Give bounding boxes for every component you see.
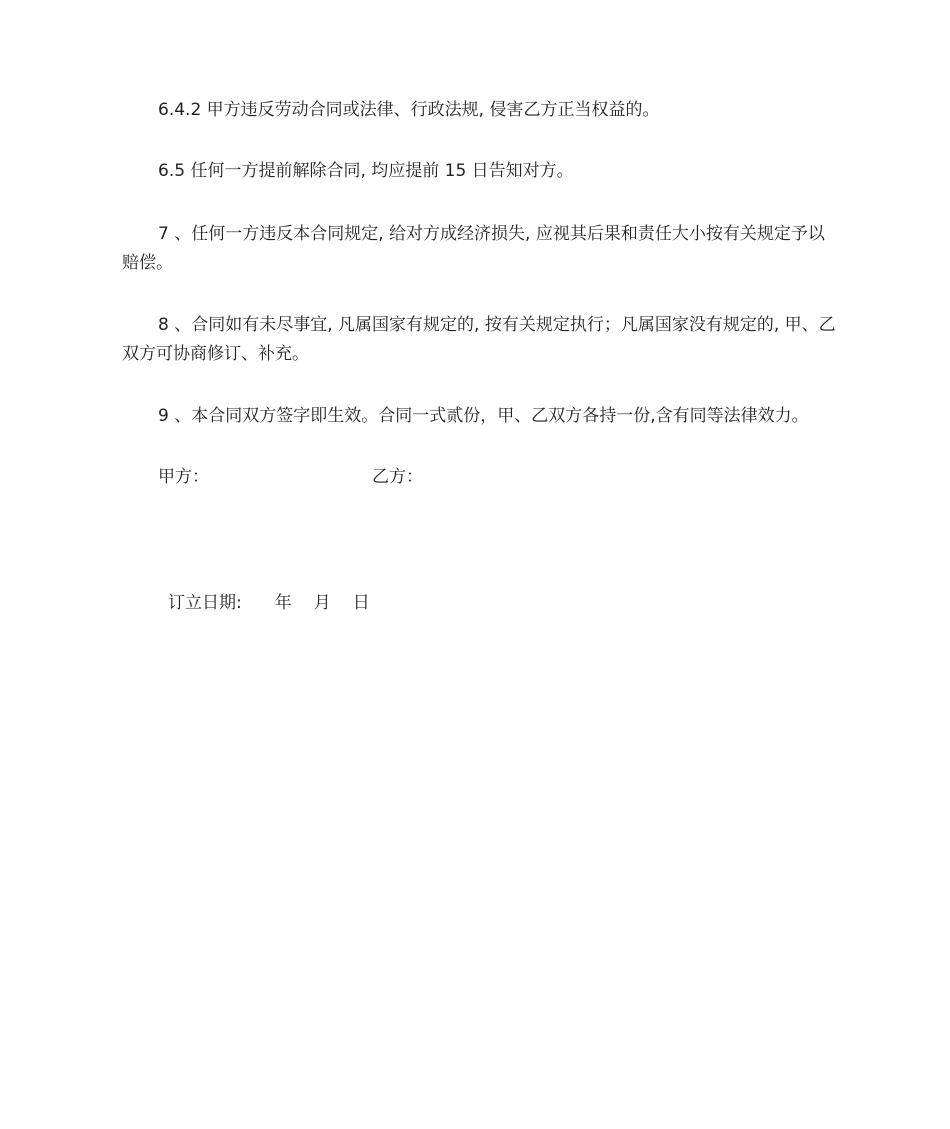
date-month-label: 月 [313,593,331,613]
signing-date-line [168,589,370,618]
date-day-label: 日 [352,593,370,613]
clause-6-5: 6.5 任何一方提前解除合同, 均应提前 15 日告知对方。 [158,161,574,181]
date-year-label: 年 [274,593,292,613]
clause-6-4-2: 6.4.2 甲方违反劳动合同或法律、行政法规, 侵害乙方正当权益的。 [158,100,660,120]
clause-8: 8 、合同如有未尽事宜, 凡属国家有规定的, 按有关规定执行；凡属国家没有规定的, 甲、乙双方可协商修订、补充。 [122,315,836,364]
clause-9: 9 、本合同双方签字即生效。合同一式贰份，甲、乙双方各持一份,含有同等法律效力。 [158,406,809,426]
clause-7: 7 、任何一方违反本合同规定, 给对方成经济损失, 应视其后果和责任大小按有关规定予以赔偿。 [122,224,825,273]
party-b-signature-label: 乙方： [372,467,423,487]
party-a-signature-label: 甲方： [158,467,209,487]
signing-date-label: 订立日期: [168,593,242,613]
